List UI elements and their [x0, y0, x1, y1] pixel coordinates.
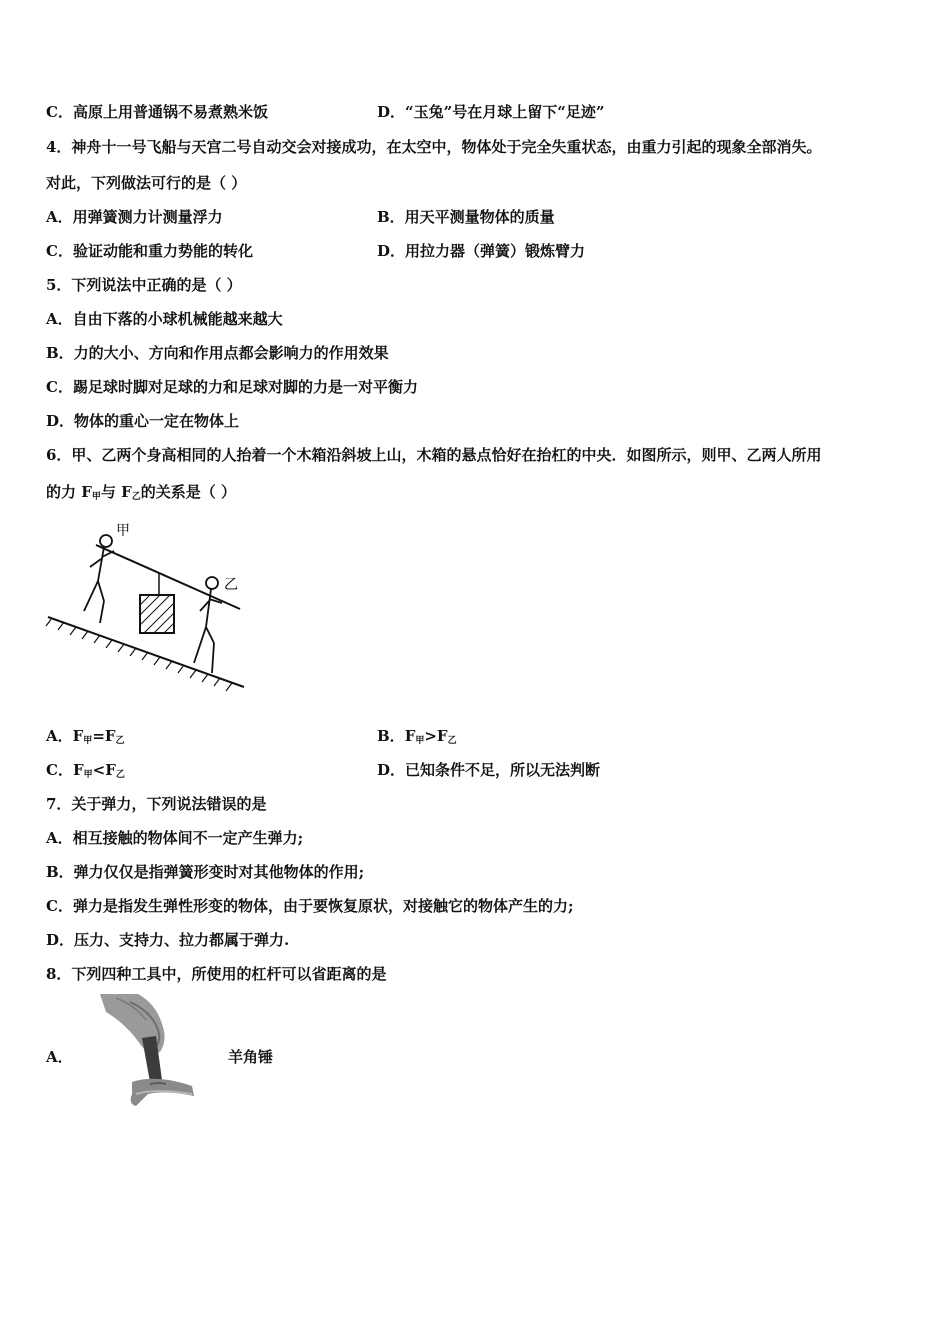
- claw-hammer-image: [96, 994, 200, 1112]
- q4-option-d: D．用拉力器（弹簧）锻炼臂力: [377, 242, 586, 260]
- q7-option-d: D．压力、支持力、拉力都属于弹力.: [46, 931, 290, 949]
- label-jia: 甲: [116, 523, 130, 539]
- slope-surface: [48, 617, 244, 687]
- q6-stem-part-b: 与 F: [100, 483, 132, 501]
- q4-option-a: A．用弹簧测力计测量浮力: [46, 208, 223, 226]
- q6-option-a-letter: A．: [46, 727, 73, 745]
- label-yi: 乙: [224, 577, 238, 593]
- q6-stem-part-a: 的力 F: [46, 483, 92, 501]
- carrying-pole: [96, 545, 240, 609]
- slope-diagram: [44, 515, 249, 695]
- q4-option-c: C．验证动能和重力势能的转化: [46, 242, 253, 260]
- q8-option-a-label: 羊角锤: [228, 1048, 274, 1066]
- hammer-illustration: [96, 994, 200, 1112]
- q5-option-d: D．物体的重心一定在物体上: [46, 412, 240, 430]
- q6-option-c-f1: F: [72, 761, 84, 779]
- q6-option-b-sub2: 乙: [447, 736, 457, 746]
- q7-option-a: A．相互接触的物体间不一定产生弹力;: [46, 829, 304, 847]
- q8-option-a-letter: A．: [46, 1048, 73, 1066]
- box-hatching: [140, 595, 174, 633]
- q3-option-d: D．“玉兔”号在月球上留下“足迹”: [377, 103, 605, 121]
- q6-sub-jia: 甲: [91, 492, 101, 502]
- q5-option-a: A．自由下落的小球机械能越来越大: [46, 310, 283, 328]
- q4-stem-line1: 4．神舟十一号飞船与天宫二号自动交会对接成功，在太空中，物体处于完全失重状态，由重力引起的现象全部消失。: [46, 138, 822, 156]
- q6-option-a-sub2: 乙: [115, 736, 125, 746]
- q6-option-c-lt: <F: [92, 761, 116, 779]
- q6-option-d: D．已知条件不足，所以无法判断: [377, 761, 601, 779]
- q6-option-a-f1: F: [72, 727, 84, 745]
- q6-option-b-letter: B．: [377, 727, 405, 745]
- q6-option-c-sub1: 甲: [83, 770, 93, 780]
- q5-option-c: C．踢足球时脚对足球的力和足球对脚的力是一对平衡力: [46, 378, 418, 396]
- q6-option-b-gt: >F: [424, 727, 448, 745]
- q7-option-c: C．弹力是指发生弹性形变的物体，由于要恢复原状，对接触它的物体产生的力;: [46, 897, 574, 915]
- person-jia: [84, 535, 114, 623]
- q6-option-a-sub1: 甲: [83, 736, 93, 746]
- q6-option-c: [46, 760, 125, 785]
- q6-option-c-sub2: 乙: [115, 770, 125, 780]
- q3-option-c: C．高原上用普通锅不易煮熟米饭: [46, 103, 268, 121]
- q6-option-a: [46, 726, 125, 751]
- q5-option-b: B．力的大小、方向和作用点都会影响力的作用效果: [46, 344, 389, 362]
- q8-stem: 8．下列四种工具中，所使用的杠杆可以省距离的是: [46, 965, 387, 983]
- q6-option-b-sub1: 甲: [415, 736, 425, 746]
- q5-stem: 5．下列说法中正确的是（ ）: [46, 276, 242, 294]
- q4-stem-line2: 对此，下列做法可行的是（ ）: [46, 174, 247, 192]
- q6-option-b: [377, 726, 457, 751]
- q7-option-b: B．弹力仅仅是指弹簧形变时对其他物体的作用;: [46, 863, 365, 881]
- q6-stem-line1: 6．甲、乙两个身高相同的人抬着一个木箱沿斜坡上山，木箱的悬点恰好在抬杠的中央．如图所示，则甲、乙两人所用: [46, 446, 822, 464]
- q6-stem-line2: [46, 482, 236, 507]
- wooden-box: [140, 595, 174, 633]
- q6-slope-figure: [44, 515, 249, 695]
- q6-option-b-f1: F: [404, 727, 416, 745]
- q4-option-b: B．用天平测量物体的质量: [377, 208, 555, 226]
- q7-stem: 7．关于弹力，下列说法错误的是: [46, 795, 267, 813]
- q6-option-c-letter: C．: [46, 761, 73, 779]
- q6-option-a-eq: =F: [92, 727, 116, 745]
- q6-sub-yi: 乙: [131, 492, 141, 502]
- q6-stem-part-c: 的关系是（ ）: [140, 483, 237, 501]
